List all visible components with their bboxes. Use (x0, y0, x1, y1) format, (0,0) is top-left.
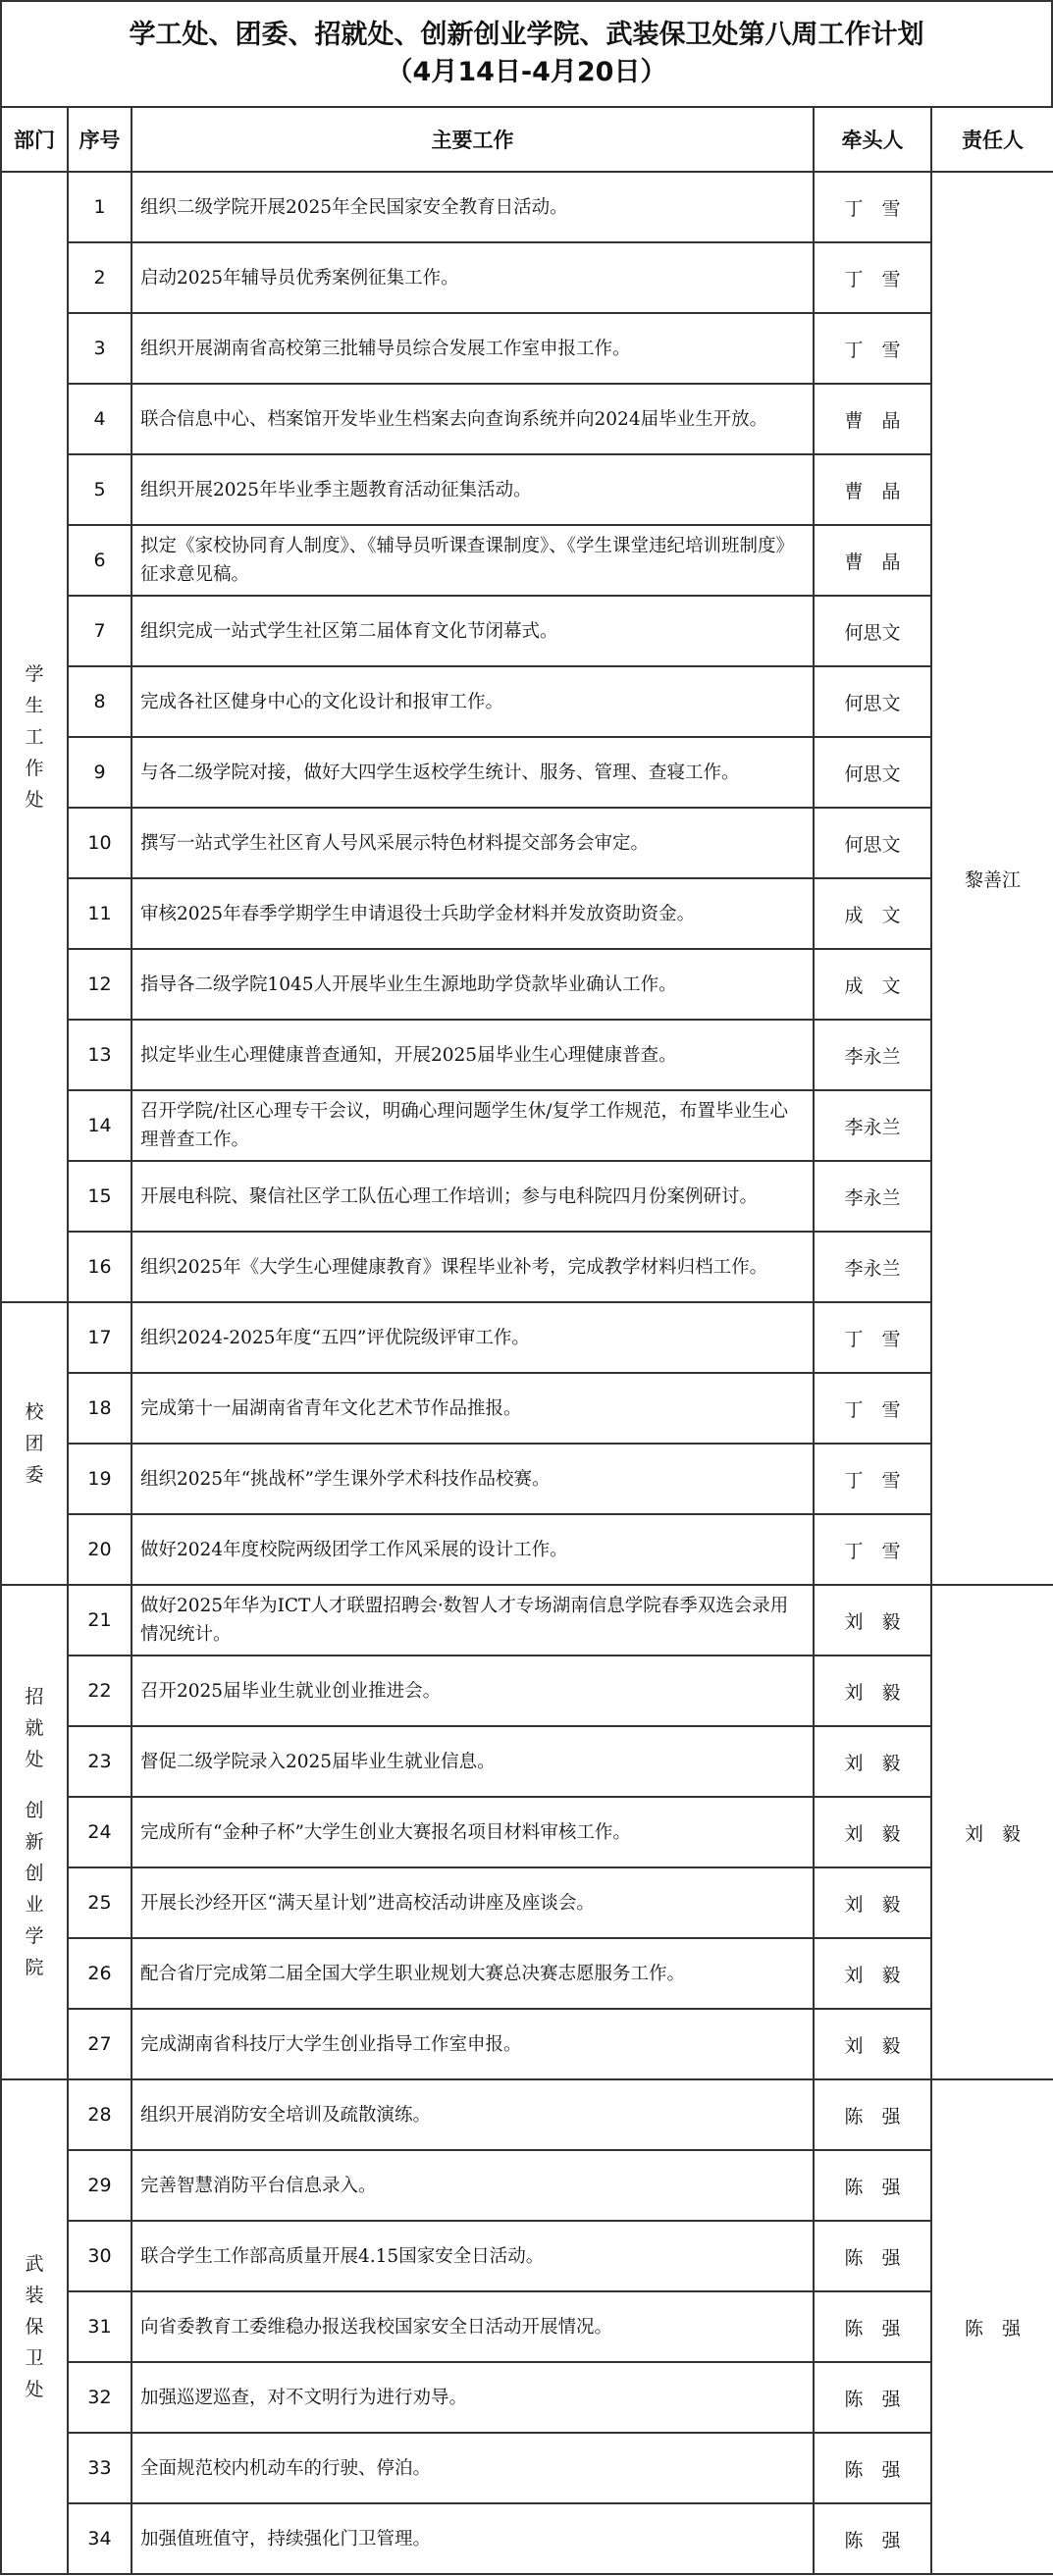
lead-person: 成 文 (814, 949, 931, 1020)
lead-person: 刘 毅 (814, 1867, 931, 1938)
work-item: 指导各二级学院1045人开展毕业生生源地助学贷款毕业确认工作。 (132, 949, 814, 1020)
row-number: 7 (68, 596, 132, 666)
row-number: 30 (68, 2221, 132, 2291)
lead-person: 丁 雪 (814, 1302, 931, 1373)
table-row (1, 2291, 1053, 2362)
table-row (1, 878, 1053, 949)
row-number: 22 (68, 1656, 132, 1726)
lead-person: 陈 强 (814, 2150, 931, 2221)
row-number: 13 (68, 1020, 132, 1090)
lead-person: 何思文 (814, 596, 931, 666)
work-item: 向省委教育工委维稳办报送我校国家安全日活动开展情况。 (132, 2291, 814, 2362)
table-row (1, 1020, 1053, 1090)
work-item: 组织2024-2025年度“五四”评优院级评审工作。 (132, 1302, 814, 1373)
table-row (1, 2009, 1053, 2079)
lead-person: 丁 雪 (814, 1373, 931, 1444)
header-resp: 责任人 (931, 107, 1053, 172)
work-item: 加强值班值守，持续强化门卫管理。 (132, 2503, 814, 2574)
work-item: 完成所有“金种子杯”大学生创业大赛报名项目材料审核工作。 (132, 1797, 814, 1867)
table-row (1, 384, 1053, 454)
lead-person: 何思文 (814, 808, 931, 878)
work-item: 组织开展消防安全培训及疏散演练。 (132, 2079, 814, 2150)
work-item: 启动2025年辅导员优秀案例征集工作。 (132, 242, 814, 313)
row-number: 26 (68, 1938, 132, 2009)
dept-name: 招就处 (25, 1686, 44, 1770)
lead-person: 曹 晶 (814, 454, 931, 525)
work-item: 完成湖南省科技厅大学生创业指导工作室申报。 (132, 2009, 814, 2079)
work-item: 拟定毕业生心理健康普查通知，开展2025届毕业生心理健康普查。 (132, 1020, 814, 1090)
row-number: 6 (68, 525, 132, 596)
lead-person: 刘 毅 (814, 1585, 931, 1656)
row-number: 5 (68, 454, 132, 525)
row-number: 33 (68, 2433, 132, 2503)
work-item: 组织2025年《大学生心理健康教育》课程毕业补考，完成教学材料归档工作。 (132, 1232, 814, 1302)
row-number: 4 (68, 384, 132, 454)
row-number: 21 (68, 1585, 132, 1656)
row-number: 11 (68, 878, 132, 949)
work-item: 全面规范校内机动车的行驶、停泊。 (132, 2433, 814, 2503)
table-row (1, 666, 1053, 737)
responsible-person: 黎善江 (931, 172, 1053, 1585)
work-item: 督促二级学院录入2025届毕业生就业信息。 (132, 1726, 814, 1797)
responsible-person: 陈 强 (931, 2079, 1053, 2574)
lead-person: 李永兰 (814, 1232, 931, 1302)
work-item: 召开学院/社区心理专干会议，明确心理问题学生休/复学工作规范，布置毕业生心理普查工作。 (132, 1090, 814, 1161)
work-item: 完成第十一届湖南省青年文化艺术节作品推报。 (132, 1373, 814, 1444)
work-item: 组织二级学院开展2025年全民国家安全教育日活动。 (132, 172, 814, 242)
work-item: 拟定《家校协同育人制度》、《辅导员听课查课制度》、《学生课堂违纪培训班制度》征求意见稿。 (132, 525, 814, 596)
table-row (1, 1585, 1053, 1656)
work-item: 组织开展湖南省高校第三批辅导员综合发展工作室申报工作。 (132, 313, 814, 384)
table-row (1, 1373, 1053, 1444)
work-plan-table (0, 106, 1053, 2575)
row-number: 2 (68, 242, 132, 313)
lead-person: 丁 雪 (814, 1514, 931, 1585)
work-item: 组织开展2025年毕业季主题教育活动征集活动。 (132, 454, 814, 525)
work-item: 完善智慧消防平台信息录入。 (132, 2150, 814, 2221)
lead-person: 刘 毅 (814, 1797, 931, 1867)
table-row (1, 454, 1053, 525)
table-row (1, 1161, 1053, 1232)
table-row (1, 1444, 1053, 1514)
page-title: 学工处、团委、招就处、创新创业学院、武装保卫处第八周工作计划 (129, 20, 924, 50)
work-item: 完成各社区健身中心的文化设计和报审工作。 (132, 666, 814, 737)
work-item: 组织完成一站式学生社区第二届体育文化节闭幕式。 (132, 596, 814, 666)
table-row (1, 1232, 1053, 1302)
lead-person: 李永兰 (814, 1020, 931, 1090)
table-row (1, 1514, 1053, 1585)
work-item: 配合省厅完成第二届全国大学生职业规划大赛总决赛志愿服务工作。 (132, 1938, 814, 2009)
dept-name: 校团委 (25, 1401, 44, 1486)
table-row (1, 808, 1053, 878)
work-item: 联合信息中心、档案馆开发毕业生档案去向查询系统并向2024届毕业生开放。 (132, 384, 814, 454)
row-number: 32 (68, 2362, 132, 2433)
table-row (1, 1090, 1053, 1161)
table-row (1, 2362, 1053, 2433)
row-number: 10 (68, 808, 132, 878)
table-row (1, 172, 1053, 242)
table-row (1, 1302, 1053, 1373)
table-row (1, 949, 1053, 1020)
table-row (1, 1867, 1053, 1938)
dept-name: 武装保卫处 (25, 2253, 44, 2400)
row-number: 29 (68, 2150, 132, 2221)
table-header-row (1, 107, 1053, 172)
lead-person: 成 文 (814, 878, 931, 949)
work-item: 做好2025年华为ICT人才联盟招聘会·数智人才专场湖南信息学院春季双选会录用情况统计。 (132, 1585, 814, 1656)
row-number: 15 (68, 1161, 132, 1232)
date-range-subtitle: （4月14日-4月20日） (386, 57, 667, 87)
lead-person: 刘 毅 (814, 1656, 931, 1726)
table-row (1, 242, 1053, 313)
table-row (1, 2433, 1053, 2503)
row-number: 23 (68, 1726, 132, 1797)
table-row (1, 525, 1053, 596)
work-item: 组织2025年“挑战杯”学生课外学术科技作品校赛。 (132, 1444, 814, 1514)
row-number: 18 (68, 1373, 132, 1444)
header-lead: 牵头人 (814, 107, 931, 172)
row-number: 28 (68, 2079, 132, 2150)
work-item: 审核2025年春季学期学生申请退役士兵助学金材料并发放资助资金。 (132, 878, 814, 949)
lead-person: 丁 雪 (814, 1444, 931, 1514)
row-number: 3 (68, 313, 132, 384)
lead-person: 陈 强 (814, 2362, 931, 2433)
dept-name: 学生工作处 (25, 663, 44, 811)
table-row (1, 2079, 1053, 2150)
table-row (1, 2503, 1053, 2574)
row-number: 8 (68, 666, 132, 737)
row-number: 19 (68, 1444, 132, 1514)
row-number: 12 (68, 949, 132, 1020)
lead-person: 李永兰 (814, 1161, 931, 1232)
lead-person: 刘 毅 (814, 2009, 931, 2079)
lead-person: 陈 强 (814, 2291, 931, 2362)
lead-person: 曹 晶 (814, 525, 931, 596)
table-row (1, 1938, 1053, 2009)
lead-person: 丁 雪 (814, 242, 931, 313)
work-item: 召开2025届毕业生就业创业推进会。 (132, 1656, 814, 1726)
table-row (1, 2150, 1053, 2221)
row-number: 16 (68, 1232, 132, 1302)
row-number: 17 (68, 1302, 132, 1373)
dept-name-secondary: 创新创业学院 (25, 1800, 44, 1978)
lead-person: 何思文 (814, 666, 931, 737)
row-number: 27 (68, 2009, 132, 2079)
row-number: 20 (68, 1514, 132, 1585)
lead-person: 陈 强 (814, 2433, 931, 2503)
work-item: 做好2024年度校院两级团学工作风采展的设计工作。 (132, 1514, 814, 1585)
lead-person: 刘 毅 (814, 1938, 931, 2009)
row-number: 9 (68, 737, 132, 808)
lead-person: 何思文 (814, 737, 931, 808)
work-item: 撰写一站式学生社区育人号风采展示特色材料提交部务会审定。 (132, 808, 814, 878)
row-number: 34 (68, 2503, 132, 2574)
lead-person: 刘 毅 (814, 1726, 931, 1797)
dept-cell (1, 172, 68, 1302)
lead-person: 丁 雪 (814, 172, 931, 242)
table-row (1, 737, 1053, 808)
work-item: 加强巡逻巡查，对不文明行为进行劝导。 (132, 2362, 814, 2433)
dept-cell (1, 1302, 68, 1585)
table-row (1, 1726, 1053, 1797)
dept-cell (1, 1585, 68, 2079)
responsible-person: 刘 毅 (931, 1585, 1053, 2079)
row-number: 1 (68, 172, 132, 242)
header-no: 序号 (68, 107, 132, 172)
row-number: 24 (68, 1797, 132, 1867)
lead-person: 李永兰 (814, 1090, 931, 1161)
work-item: 联合学生工作部高质量开展4.15国家安全日活动。 (132, 2221, 814, 2291)
dept-cell (1, 2079, 68, 2574)
work-item: 与各二级学院对接，做好大四学生返校学生统计、服务、管理、查寝工作。 (132, 737, 814, 808)
row-number: 14 (68, 1090, 132, 1161)
title-block (0, 0, 1053, 106)
row-number: 25 (68, 1867, 132, 1938)
table-row (1, 1656, 1053, 1726)
table-row (1, 2221, 1053, 2291)
lead-person: 陈 强 (814, 2503, 931, 2574)
dept-gap (2, 1775, 67, 1795)
table-row (1, 1797, 1053, 1867)
work-item: 开展电科院、聚信社区学工队伍心理工作培训；参与电科院四月份案例研讨。 (132, 1161, 814, 1232)
lead-person: 陈 强 (814, 2221, 931, 2291)
work-item: 开展长沙经开区“满天星计划”进高校活动讲座及座谈会。 (132, 1867, 814, 1938)
lead-person: 丁 雪 (814, 313, 931, 384)
table-body (1, 172, 1053, 2574)
header-work: 主要工作 (132, 107, 814, 172)
lead-person: 曹 晶 (814, 384, 931, 454)
row-number: 31 (68, 2291, 132, 2362)
table-row (1, 313, 1053, 384)
header-dept: 部门 (1, 107, 68, 172)
table-row (1, 596, 1053, 666)
lead-person: 陈 强 (814, 2079, 931, 2150)
